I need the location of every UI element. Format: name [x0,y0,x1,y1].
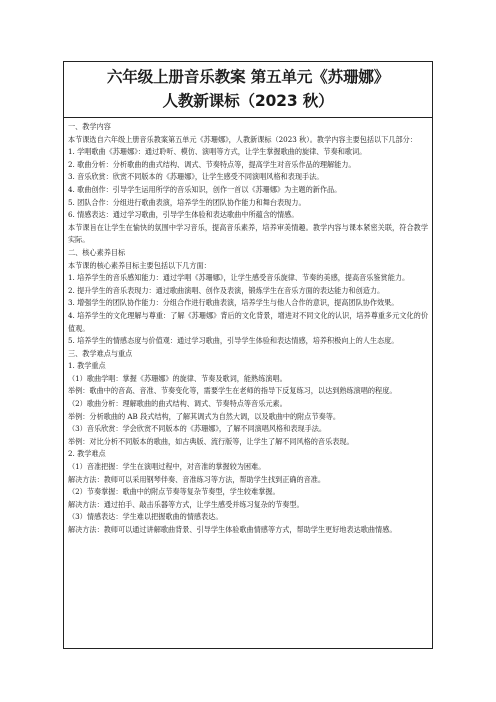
list-item: 6. 情感表达：通过学习歌曲，引导学生体验和表达歌曲中所蕴含的情感。 [68,210,299,220]
list-item: 4. 培养学生的文化理解与尊重：了解《苏珊娜》背后的文化背景，增进对不同文化的认识，培养尊重多元文化的价值观。 [68,310,428,333]
list-item: （1）歌曲学唱：掌握《苏珊娜》的旋律、节奏及歌词，能熟练演唱。 [68,373,287,383]
list-item: 5. 团队合作：分组进行歌曲表演，培养学生的团队协作能力和舞台表现力。 [68,197,306,207]
paragraph: 本节课的核心素养目标主要包括以下几方面： [68,260,211,270]
list-item: 3. 音乐欣赏：欣赏不同版本的《苏珊娜》，让学生感受不同演唱风格和表现手法。 [68,172,324,182]
document-body [64,118,432,537]
list-item: 2. 歌曲分析：分析歌曲的曲式结构、调式、节奏特点等，提高学生对音乐作品的理解能力。 [68,159,356,169]
section-heading-1: 一、教学内容 [68,122,111,131]
section-heading-2: 二、核心素养目标 [68,247,126,257]
document-title [64,62,432,118]
list-item: 4. 歌曲创作：引导学生运用所学的音乐知识，创作一首以《苏珊娜》为主题的新作品。 [68,184,342,194]
list-item: 1. 培养学生的音乐感知能力：通过学唱《苏珊娜》，让学生感受音乐旋律、节奏的美感，提高音乐鉴赏能力。 [68,273,410,283]
document-frame [63,61,433,649]
subheading: 1. 教学重点 [68,361,106,371]
example-text: 举例：歌曲中的音高、音准、节奏变化等，需要学生在老师的指导下反复练习，以达到熟练演唱的程度。 [68,386,397,396]
list-item: 5. 培养学生的情感态度与价值观：通过学习歌曲，引导学生体验和表达情感，培养积极向上的人生态度。 [68,336,399,346]
list-item: 3. 增强学生的团队协作能力：分组合作进行歌曲表演，培养学生与他人合作的意识，提高团队协作效果。 [68,298,399,308]
solution-text: 解决方法：教师可以采用钢琴伴奏、音准练习等方法，帮助学生找到正确的音准。 [68,474,326,484]
subheading: 2. 教学难点 [68,449,106,459]
list-item: （1）音准把握：学生在演唱过程中，对音准的掌握较为困难。 [68,462,266,472]
example-text: 举例：对比分析不同版本的歌曲，如古典版、流行版等，让学生了解不同风格的音乐表现。 [68,436,354,446]
example-text: 举例：分析歌曲的 AB 段式结构，了解其调式为自然大调，以及歌曲中的附点节奏等。 [68,411,341,421]
list-item: （3）音乐欣赏：学会欣赏不同版本的《苏珊娜》，了解不同演唱风格和表现手法。 [68,424,327,434]
list-item: 1. 学唱歌曲《苏珊娜》：通过聆听、模仿、演唱等方式，让学生掌握歌曲的旋律、节奏和歌词。 [68,147,367,157]
list-item: （2）节奏掌握：歌曲中的附点节奏等复杂节奏型，学生较难掌握。 [68,487,280,497]
list-item: 2. 提升学生的音乐表现力：通过歌曲演唱、创作及表演，锻炼学生在音乐方面的表达能力和创造力。 [68,285,385,295]
solution-text: 解决方法：通过拍手、敲击乐器等方式，让学生感受并练习复杂的节奏型。 [68,499,304,509]
paragraph: 本节课旨在让学生在愉快的氛围中学习音乐，提高音乐素养，培养审美情趣。教学内容与课本紧密关联，符合教学实际。 [68,222,428,245]
title-line-1: 六年级上册音乐教案 第五单元《苏珊娜》 [106,68,390,86]
section-heading-3: 三、教学难点与重点 [68,348,133,358]
list-item: （3）情感表达：学生难以把握歌曲的情感表达。 [68,512,223,522]
paragraph: 本节课选自六年级上册音乐教案第五单元《苏珊娜》，人教新课标（2023 秋）。教学内容主要包括以下几部分： [68,134,417,144]
list-item: （2）歌曲分析：理解歌曲的曲式结构、调式、节奏特点等音乐元素。 [68,399,287,409]
title-line-2: 人教新课标（2023 秋） [162,92,334,110]
solution-text: 解决方法：教师可以通过讲解歌曲背景、引导学生体验歌曲情感等方式，帮助学生更好地表达歌曲情感。 [68,525,397,534]
